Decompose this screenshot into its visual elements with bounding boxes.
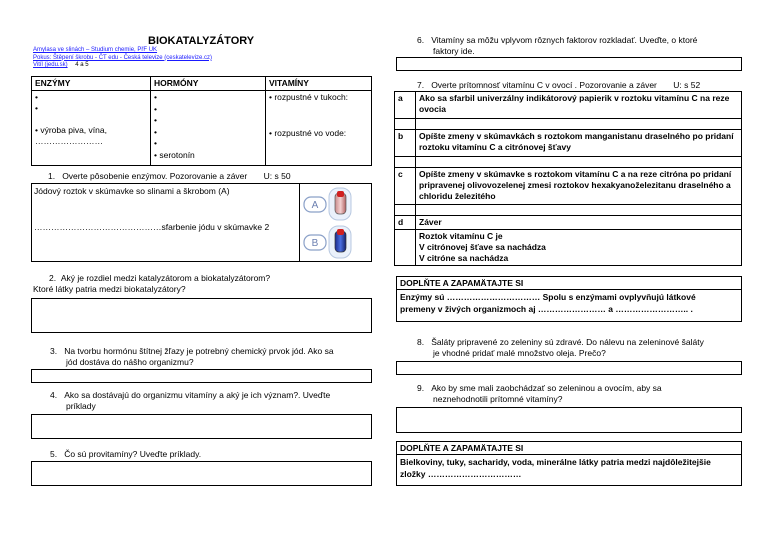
tube-b-label: B <box>311 238 319 249</box>
q1-tube-divider <box>299 183 300 262</box>
q3-answer-box[interactable] <box>31 369 372 383</box>
header-vitamins: VITAMÍNY <box>266 77 372 91</box>
remember-2-heading: DOPLŇTE A ZAPAMÄTAJTE SI <box>397 442 741 455</box>
hormones-cell: • • • • • • serotonín <box>151 91 266 166</box>
header-enzymes: ENZÝMY <box>32 77 151 91</box>
tube-a-label: A <box>311 200 319 211</box>
q4-answer-box[interactable] <box>31 414 372 439</box>
source-links <box>33 47 212 70</box>
q7-table <box>394 91 742 266</box>
q7-row-d-label: d <box>395 216 416 230</box>
source-pages: 4 a 5 <box>75 62 89 68</box>
q3-question: 3. Na tvorbu hormónu štítnej žľazy je potrebný chemický prvok jód. Ako sa jód dostáva do nášho organizmu? <box>50 346 334 367</box>
q6-question: 6. Vitamíny sa môžu vplyvom rôznych faktorov rozkladať. Uveďte, o ktoré faktory ide. <box>417 35 698 56</box>
q7-row-a-text: Ako sa sfarbil univerzálny indikátorový papierik v roztoku vitamínu C na reze ovocia <box>416 92 742 119</box>
q5-answer-box[interactable] <box>31 461 372 486</box>
q7-heading: 7. Overte prítomnosť vitamínu C v ovocí . Pozorovanie a záver U: s 52 <box>417 80 701 90</box>
remember-1-text[interactable]: Enzýmy sú …………………………… Spolu s enzýmami ovplyvňujú látkové premeny v živých organizmoch aj …………………… a …………………….. . <box>400 292 696 314</box>
vitamins-cell: • rozpustné v tukoch: • rozpustné vo vode: <box>266 91 372 166</box>
source-link-vitil[interactable]: Vitíl (jedu.sk) <box>33 62 68 68</box>
q5-question: 5. Čo sú provitamíny? Uveďte príklady. <box>50 449 202 459</box>
remember-1-heading: DOPLŇTE A ZAPAMÄTAJTE SI <box>397 277 741 290</box>
q8-question: 8. Šaláty pripravené zo zeleniny sú zdravé. Do nálevu na zeleninové šaláty je vhodné pridať malé množstvo oleja. Prečo? <box>417 337 704 358</box>
biocatalyst-table <box>31 76 372 166</box>
tube-b <box>304 226 351 258</box>
q7-row-b-label: b <box>395 130 416 157</box>
page-title: BIOKATALYZÁTORY <box>148 35 255 47</box>
q7-row-c-text: Opíšte zmeny v skúmavke s roztokom vitamínu C a na reze citróna po pridaní pripravenej olivovozelenej zmesi roztokov hexakyanoželezitanu draselného a chloridu železitého <box>416 168 742 205</box>
q4-question: 4. Ako sa dostávajú do organizmu vitamíny a aký je ich význam?. Uveďte príklady <box>50 390 331 411</box>
remember-box-1 <box>396 276 742 322</box>
q6-answer-box[interactable] <box>396 57 742 71</box>
q7-row-d-text: Záver <box>416 216 742 230</box>
remember-2-text[interactable]: Bielkoviny, tuky, sacharidy, voda, minerálne látky patria medzi najdôležitejšie zložky …………………………… <box>400 457 711 479</box>
q7-row-c-answer[interactable] <box>416 205 742 216</box>
q1-heading: 1. Overte pôsobenie enzýmov. Pozorovanie a záver U: s 50 <box>48 171 291 181</box>
q7-row-b-text: Opíšte zmeny v skúmavkách s roztokom manganistanu draselného po pridaní roztoku vitamínu C a citrónovej šťavy <box>416 130 742 157</box>
header-hormones: HORMÓNY <box>151 77 266 91</box>
q1-line1: Jódový roztok v skúmavke so slinami a škrobom (A) <box>34 186 230 196</box>
q7-row-b-answer[interactable] <box>416 157 742 168</box>
q7-conclusion: Roztok vitamínu C je V citrónovej šťave sa nachádza V citróne sa nachádza <box>416 230 742 266</box>
test-tubes-illustration <box>302 184 362 262</box>
source-link-ct-edu[interactable]: Pokus: Štěpení škrobu - ČT edu - Česká televize (ceskatelevize.cz) <box>33 54 212 61</box>
q8-answer-box[interactable] <box>396 361 742 375</box>
tube-a <box>304 188 351 220</box>
enzymes-cell: • • • výroba piva, vína, …………………… <box>32 91 151 166</box>
source-link-amylasa[interactable]: Amylasa ve slinách – Studium chemie, PřF UK <box>33 47 158 53</box>
q2-question: 2. Aký je rozdiel medzi katalyzátorom a biokatalyzátorom? Ktoré látky patria medzi biokatalyzátory? <box>33 273 271 294</box>
q7-row-c-label: c <box>395 168 416 205</box>
q7-row-a-answer[interactable] <box>416 119 742 130</box>
remember-box-2 <box>396 441 742 486</box>
q7-row-a-label: a <box>395 92 416 119</box>
q1-line2: ………………………………………sfarbenie jódu v skúmavke 2 <box>34 222 270 232</box>
q9-question: 9. Ako by sme mali zaobchádzať so zeleninou a ovocím, aby sa neznehodnotili prítomné vitamíny? <box>417 383 662 404</box>
q2-answer-box[interactable] <box>31 298 372 333</box>
q9-answer-box[interactable] <box>396 407 742 433</box>
